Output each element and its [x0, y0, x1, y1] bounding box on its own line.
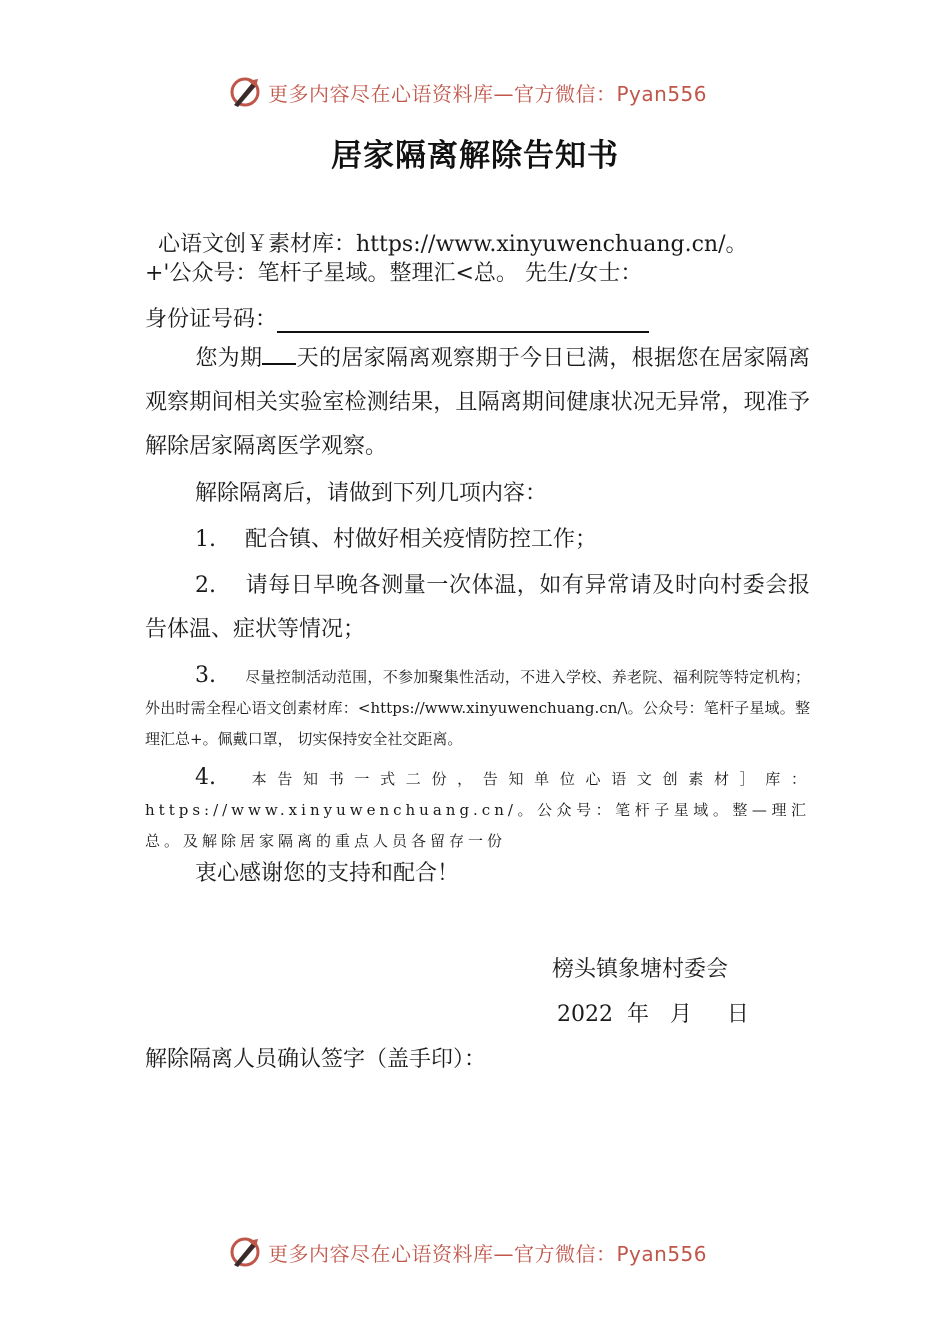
id-number-label: 身份证号码：	[145, 307, 278, 332]
item-number: 1.	[195, 527, 216, 552]
pen-circle-logo-icon	[228, 75, 262, 109]
para1-start: 您为期	[195, 346, 263, 371]
watermark-banner-bottom	[228, 1232, 748, 1272]
id-number-row	[145, 302, 649, 333]
signature-organization: 榜头镇象塘村委会	[552, 957, 729, 982]
list-item-1: 1. 配合镇、村做好相关疫情防控工作；	[145, 518, 810, 562]
signature-date: 2022 年 月 日	[557, 1002, 749, 1027]
days-blank	[262, 343, 296, 365]
thanks-line: 衷心感谢您的支持和配合！	[195, 861, 460, 886]
confirm-signature-label: 解除隔离人员确认签字（盖手印）：	[145, 1047, 487, 1072]
watermark-banner-top	[228, 72, 748, 112]
source-line-1: 心语文创￥素材库：https://www.xinyuwenchuang.cn/。	[158, 232, 748, 257]
para1-rest: 天的居家隔离观察期于今日已满，根据您在居家隔离观察期间相关实验室检测结果，且隔离期间健康状况无异常，现准予解除居家隔离医学观察。	[145, 346, 810, 459]
item-number: 4.	[195, 765, 216, 790]
list-item-2: 2. 请每日早晚各测量一次体温，如有异常请及时向村委会报告体温、症状等情况；	[145, 564, 810, 652]
paragraph-observation	[145, 337, 810, 469]
list-item-3: 3. 尽量控制活动范围，不参加聚集性活动，不进入学校、养老院、福利院等特定机构；外出时需全程心语文创素材库：<https://www.xinyuwenchuang.cn/\。公众号：笔杆子星域。整理汇总+。佩戴口罩， 切实保持安全社交距离。	[145, 660, 810, 755]
watermark-text: 更多内容尽在心语资料库—官方微信：Pyan556	[268, 81, 708, 106]
list-item-4: 4. 本告知书一式二份，告知单位心语文创素材］库：https://www.xinyuwenchuang.cn/。公众号：笔杆子星域。整—理汇总。及解除居家隔离的重点人员各留存一份	[145, 762, 810, 857]
item-number: 2.	[195, 573, 216, 598]
watermark-text: 更多内容尽在心语资料库—官方微信：Pyan556	[268, 1241, 708, 1266]
source-line-2: +'公众号：笔杆子星域。整理汇<总。 先生/女士：	[145, 261, 643, 286]
paragraph-instructions: 解除隔离后，请做到下列几项内容：	[195, 481, 548, 506]
document-title: 居家隔离解除告知书	[331, 138, 619, 174]
item-number: 3.	[195, 663, 216, 688]
id-number-field	[277, 309, 649, 333]
pen-circle-logo-icon	[228, 1235, 262, 1269]
